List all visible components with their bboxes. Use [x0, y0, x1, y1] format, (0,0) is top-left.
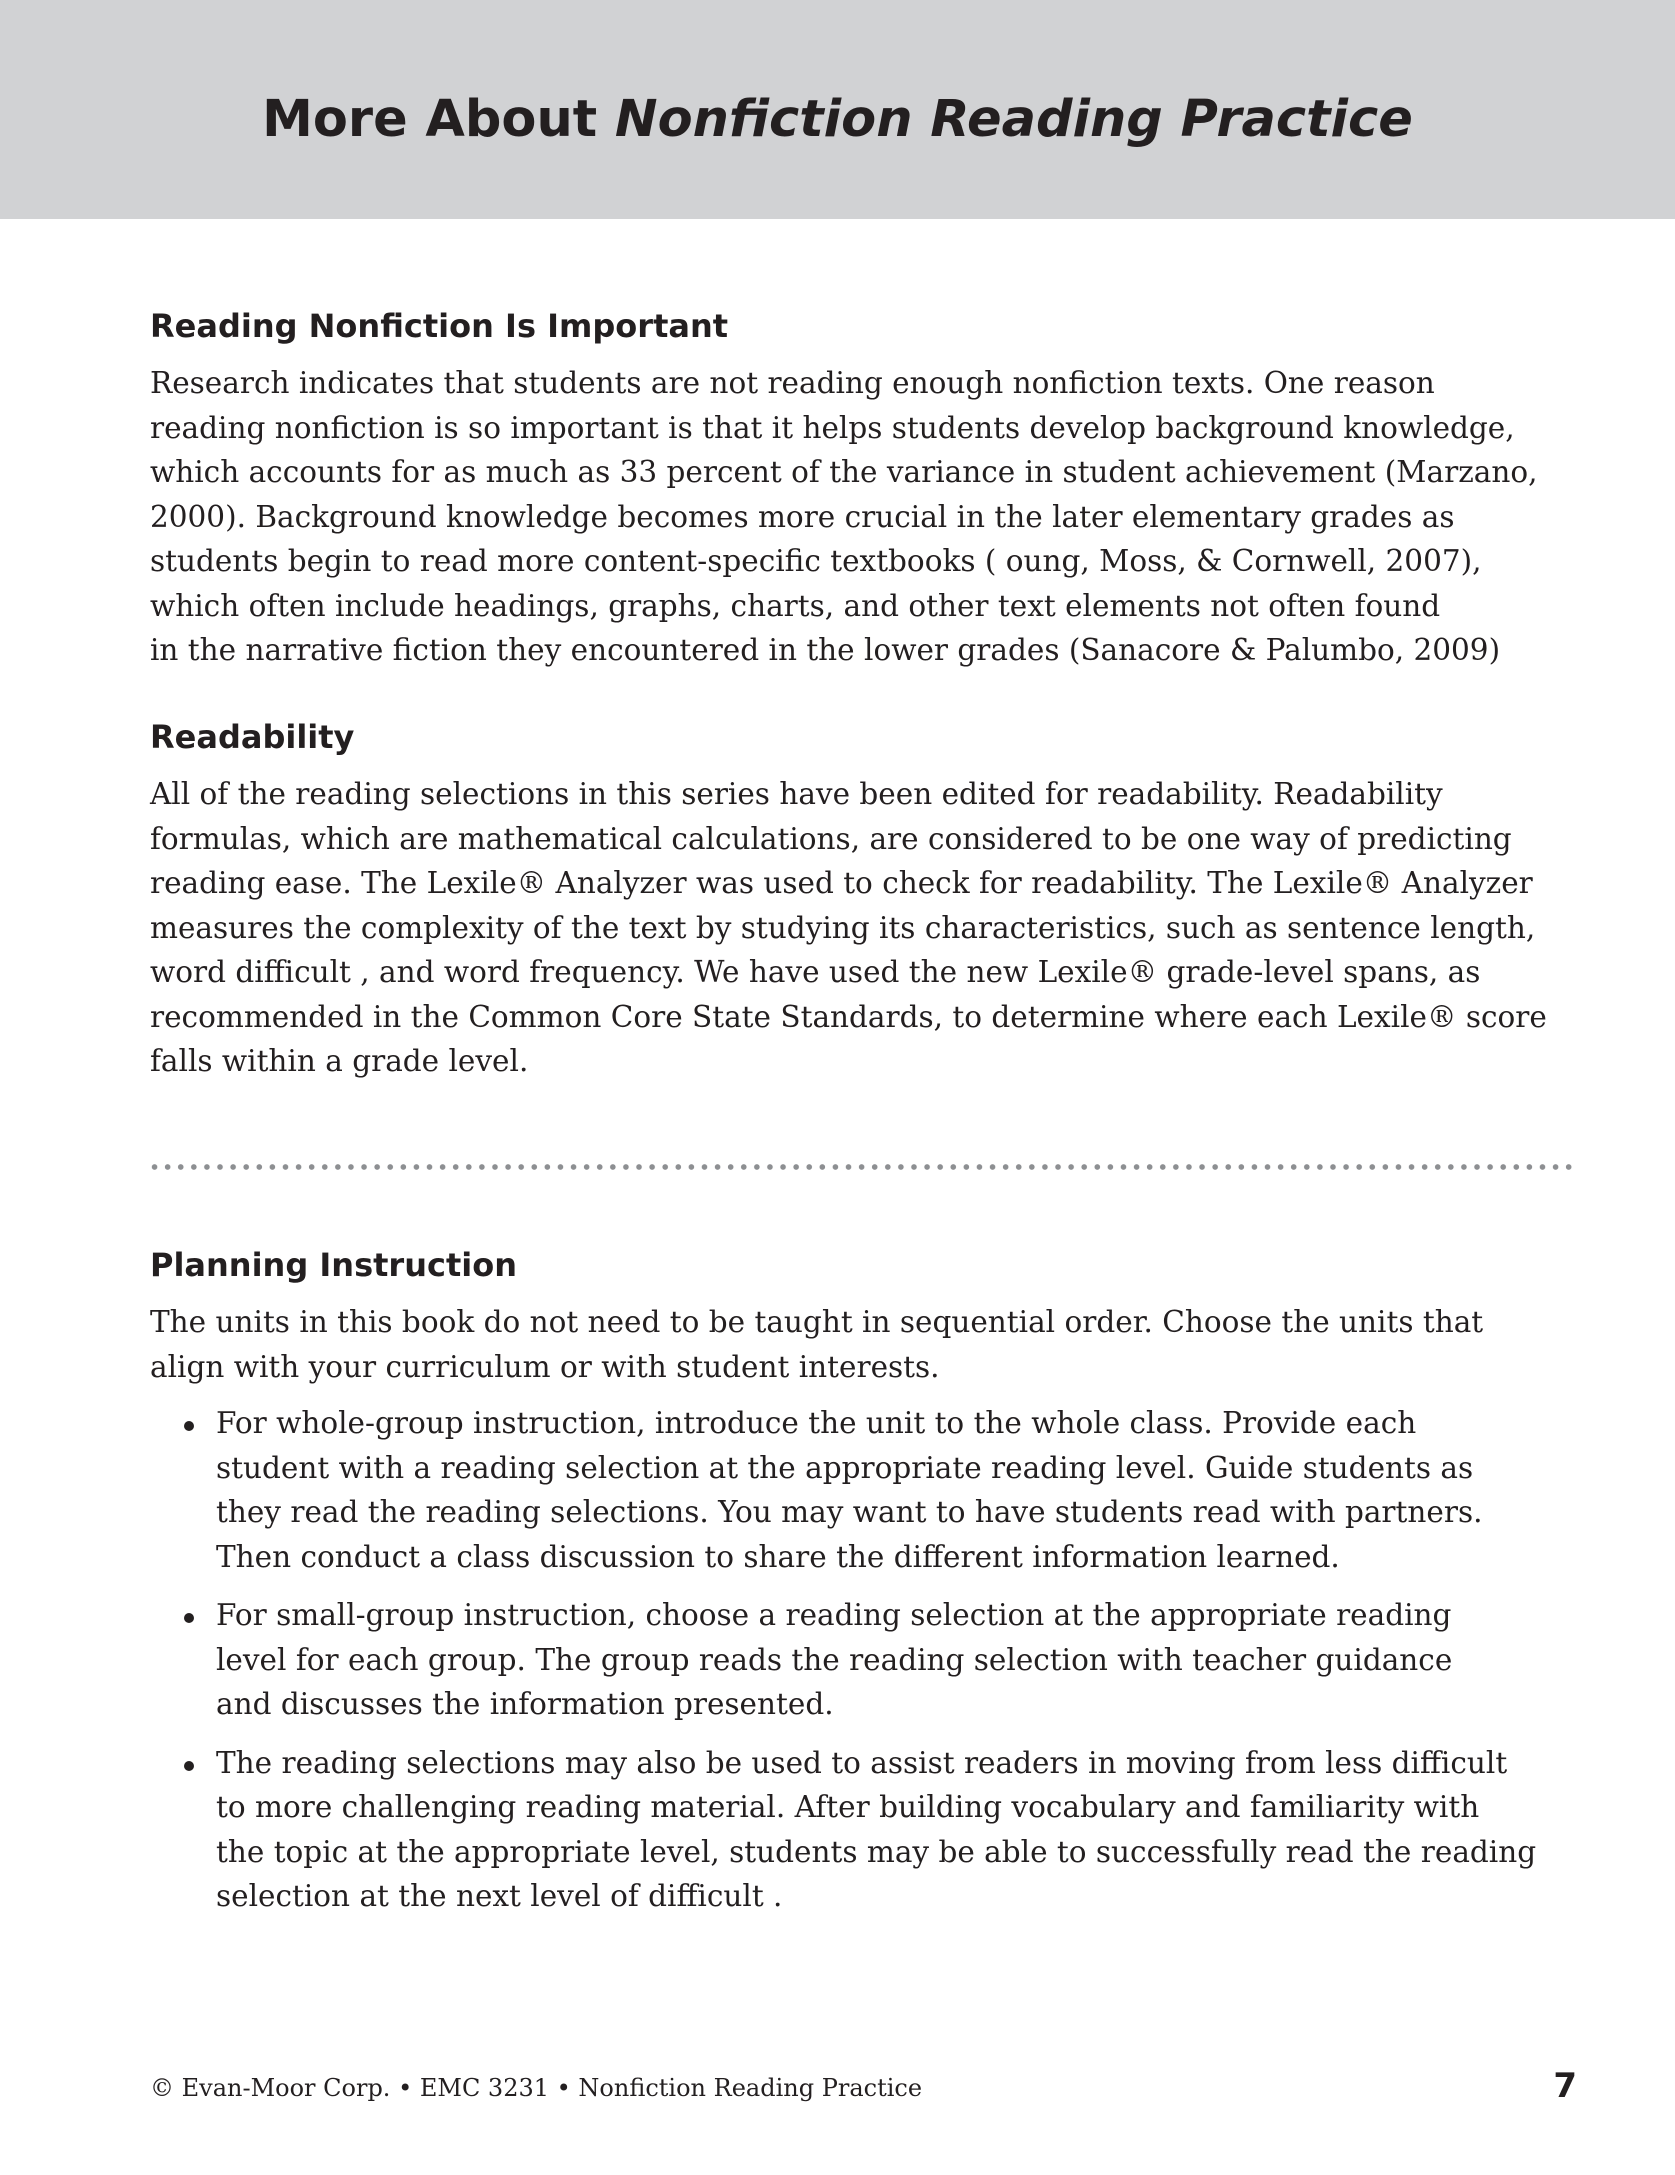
section-heading: Planning Instruction: [150, 1246, 517, 1284]
text-line: For whole-group instruction, introduce the unit to the whole class. Provide each: [216, 1406, 1417, 1440]
page-title: [0, 86, 1675, 154]
text-line: selection at the next level of difficult .: [216, 1879, 783, 1913]
text-line: The reading selections may also be used to assist readers in moving from less difficult: [216, 1745, 1508, 1780]
text-line: the topic at the appropriate level, students may be able to successfully read the reading: [216, 1834, 1537, 1869]
text-line: which often include headings, graphs, charts, and other text elements not often found: [150, 588, 1441, 623]
footer-credit: © Evan-Moor Corp. • EMC 3231 • Nonfiction Reading Practice: [150, 2074, 923, 2102]
page-number: 7: [1553, 2066, 1577, 2106]
bullet-item: [150, 1401, 1565, 1579]
section-planning-instruction: [150, 1245, 1565, 1933]
text-line: falls within a grade level.: [150, 1044, 529, 1078]
dotted-divider: [148, 1163, 1578, 1171]
section-heading: Reading Nonfiction Is Important: [150, 307, 729, 345]
page-title-italic: Nonfiction Reading Practice: [614, 90, 1413, 149]
text-line: For small-group instruction, choose a reading selection at the appropriate reading: [216, 1598, 1452, 1632]
section-paragraph: [150, 1300, 1565, 1389]
text-line: they read the reading selections. You may want to have students read with partners.: [216, 1495, 1483, 1529]
bullet-item: [150, 1593, 1565, 1727]
section-heading: Readability: [150, 718, 355, 756]
section-paragraph: [150, 361, 1565, 673]
bullet-dot-icon: [184, 1761, 194, 1771]
text-line: reading ease. The Lexile® Analyzer was used to check for readability. The Lexile® Analyzer: [150, 866, 1533, 900]
text-line: recommended in the Common Core State Standards, to determine where each Lexile® score: [150, 999, 1547, 1034]
text-line: in the narrative fiction they encountered in the lower grades (Sanacore & Palumbo, 2009): [150, 633, 1501, 667]
text-line: student with a reading selection at the appropriate reading level. Guide students as: [216, 1450, 1474, 1485]
text-line: and discusses the information presented.: [216, 1687, 834, 1721]
text-line: students begin to read more content-specific textbooks ( oung, Moss, & Cornwell, 2007),: [150, 544, 1482, 578]
section-readability: [150, 717, 1565, 1084]
text-line: align with your curriculum or with student interests.: [150, 1349, 940, 1384]
text-line: Research indicates that students are not reading enough nonfiction texts. One reason: [150, 366, 1435, 400]
text-line: level for each group. The group reads the reading selection with teacher guidance: [216, 1642, 1453, 1677]
text-line: word difficult , and word frequency. We have used the new Lexile® grade-level spans, as: [150, 955, 1481, 989]
text-line: which accounts for as much as 33 percent of the variance in student achievement (Marzano,: [150, 455, 1538, 489]
section-reading-nonfiction: [150, 306, 1565, 673]
page-title-prefix: More About: [262, 90, 615, 149]
text-line: to more challenging reading material. After building vocabulary and familiarity with: [216, 1790, 1480, 1824]
text-line: measures the complexity of the text by studying its characteristics, such as sentence length,: [150, 910, 1536, 945]
section-paragraph: [150, 772, 1565, 1084]
text-line: 2000). Background knowledge becomes more crucial in the later elementary grades as: [150, 499, 1455, 534]
text-line: formulas, which are mathematical calculations, are considered to be one way of predicting: [150, 821, 1512, 856]
bullet-item: [150, 1741, 1565, 1919]
bullet-list: [150, 1401, 1565, 1919]
text-line: Then conduct a class discussion to share the different information learned.: [216, 1539, 1340, 1574]
text-line: reading nonfiction is so important is that it helps students develop background knowledge,: [150, 410, 1515, 445]
bullet-dot-icon: [184, 1421, 194, 1431]
bullet-dot-icon: [184, 1613, 194, 1623]
text-line: The units in this book do not need to be taught in sequential order. Choose the units that: [150, 1305, 1484, 1339]
text-line: All of the reading selections in this series have been edited for readability. Readability: [150, 777, 1443, 811]
